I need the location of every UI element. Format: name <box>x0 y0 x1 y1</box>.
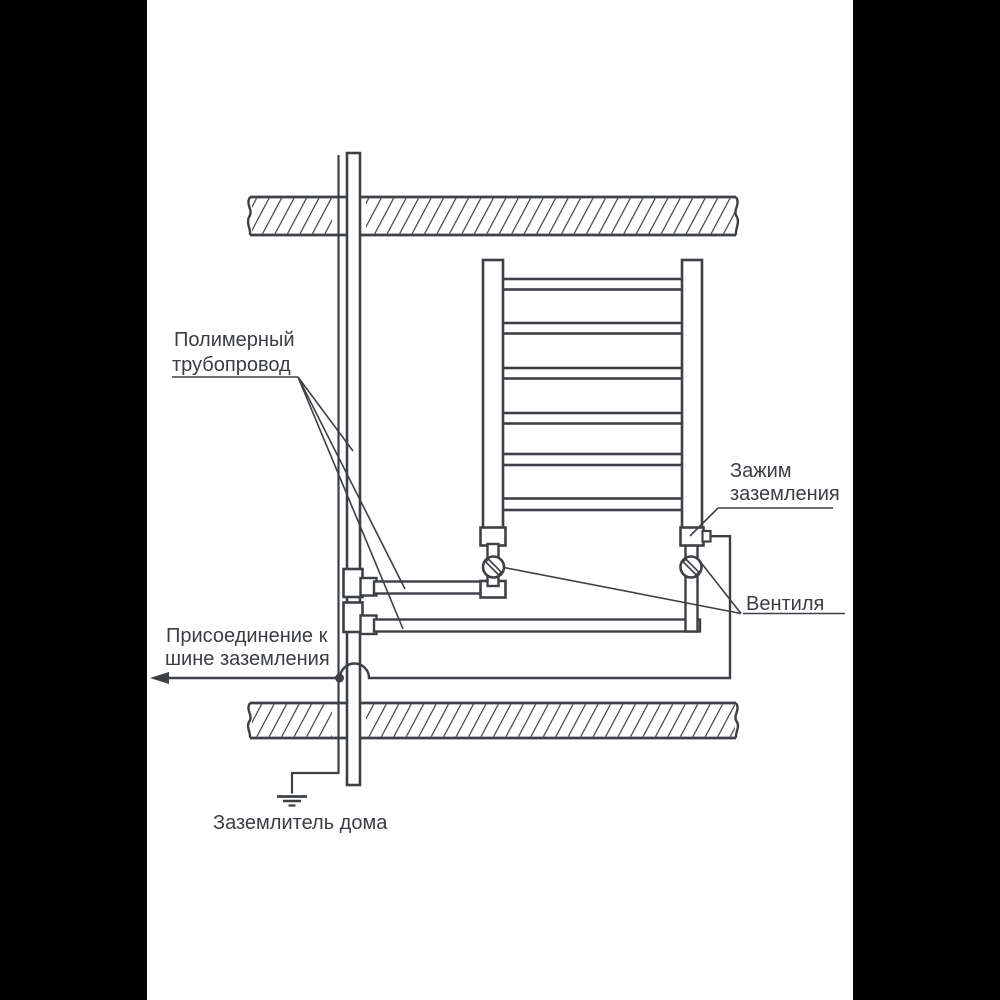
label-ground-clamp-line1: Зажим <box>730 460 792 482</box>
wall-bottom <box>248 703 738 738</box>
towel-rail-rung <box>500 413 685 424</box>
branch-pipe-upper <box>374 582 484 594</box>
towel-rail-rung <box>500 279 685 290</box>
label-ground-bus-line2: шине заземления <box>165 648 330 670</box>
label-polymer-pipe-line1: Полимерный <box>174 329 295 351</box>
label-valves: Вентиля <box>746 593 825 615</box>
branch-pipe-lower <box>374 620 700 632</box>
label-house-ground: Заземлитель дома <box>213 812 388 834</box>
wall-hatch <box>366 198 735 233</box>
rail-fitting-left <box>481 528 506 546</box>
connection-dot <box>335 674 344 683</box>
label-polymer-pipe-line2: трубопровод <box>172 354 291 376</box>
towel-rail-rung <box>500 368 685 379</box>
towel-rail-rung <box>500 454 685 465</box>
towel-rail-rung <box>500 323 685 334</box>
ground-clamp <box>681 528 704 546</box>
wall-hatch <box>366 704 735 736</box>
valve-right <box>681 557 702 578</box>
towel-rail-post-right <box>682 260 702 528</box>
towel-rail-rung <box>500 499 685 511</box>
polymer-pipe <box>344 153 363 785</box>
ground-clamp-tab <box>703 531 711 542</box>
towel-rail-post-left <box>483 260 503 528</box>
valve-left <box>483 557 504 578</box>
pillarbox-right <box>853 0 1000 1000</box>
pillarbox-left <box>0 0 147 1000</box>
wall-hatch <box>252 704 332 736</box>
wall-hatch <box>252 198 332 233</box>
label-ground-bus-line1: Присоединение к <box>166 625 328 647</box>
label-ground-clamp-line2: заземления <box>730 483 840 505</box>
wall-top <box>248 197 738 235</box>
polymer-pipe-riser <box>347 153 360 785</box>
